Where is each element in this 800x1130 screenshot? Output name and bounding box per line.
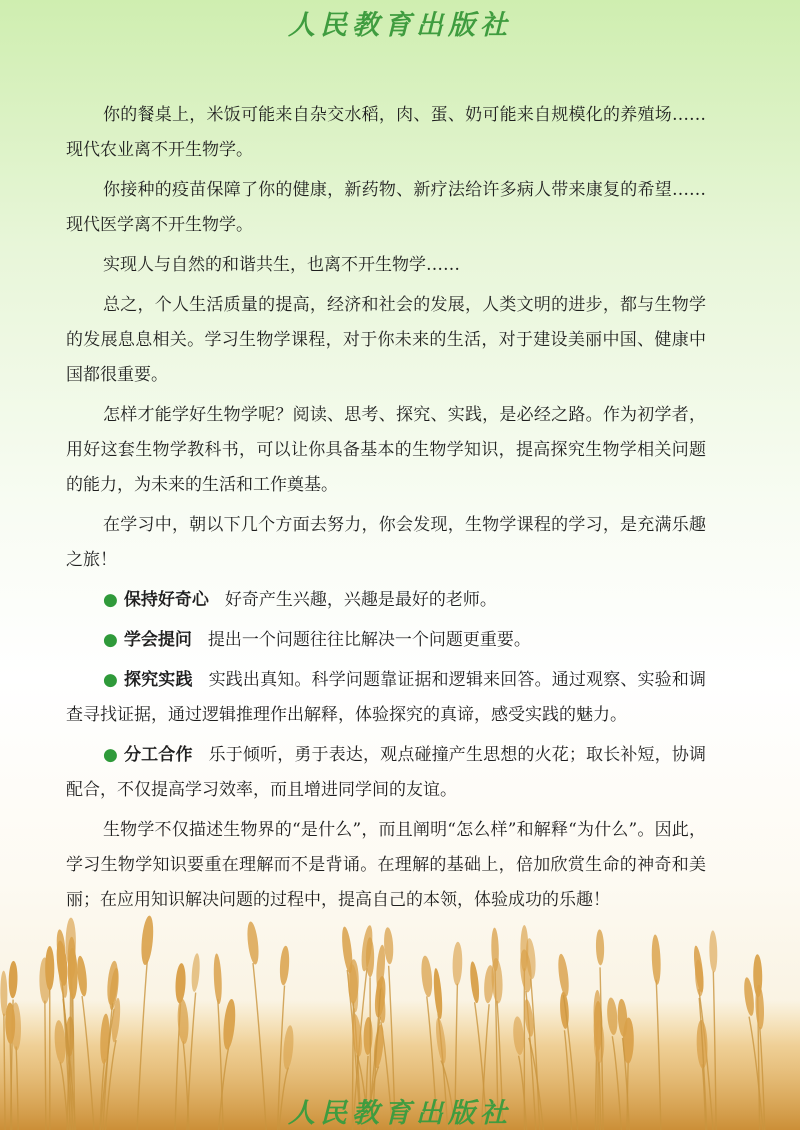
- paragraph: 在学习中，朝以下几个方面去努力，你会发现，生物学课程的学习，是充满乐趣之旅！: [66, 515, 706, 570]
- preface-text: [66, 98, 706, 923]
- paragraph: 总之，个人生活质量的提高，经济和社会的发展，人类文明的进步，都与生物学的发展息息相关。学习生物学课程，对于你未来的生活，对于建设美丽中国、健康中国都很重要。: [66, 295, 706, 385]
- bullet-term: 学会提问: [123, 630, 192, 650]
- bullet-dot-icon: ●: [103, 670, 118, 690]
- bullet-text: 好奇产生兴趣，兴趣是最好的老师。: [224, 590, 497, 610]
- paragraph: 你的餐桌上，米饭可能来自杂交水稻，肉、蛋、奶可能来自规模化的养殖场……现代农业离不开生物学。: [66, 105, 706, 160]
- bullet-term: 分工合作: [124, 745, 193, 765]
- bullet-dot-icon: ●: [103, 630, 118, 650]
- paragraph: 实现人与自然的和谐共生，也离不开生物学……: [103, 255, 460, 275]
- bullet-text: 实践出真知。科学问题靠证据和逻辑来回答。通过观察、实验和调查寻找证据，通过逻辑推理作出解释，体验探究的真谛，感受实践的魅力。: [66, 670, 706, 725]
- closing-paragraph: 生物学不仅描述生物界的“是什么”，而且阐明“怎么样”和解释“为什么”。因此，学习生物学知识要重在理解而不是背诵。在理解的基础上，倍加欣赏生命的神奇和美丽；在应用知识解决问题的过程中，提高自己的本领，体验成功的乐趣！: [66, 820, 706, 910]
- paragraph: 怎样才能学好生物学呢？阅读、思考、探究、实践，是必经之路。作为初学者，用好这套生物学教科书，可以让你具备基本的生物学知识，提高探究生物学相关问题的能力，为未来的生活和工作奠基。: [66, 405, 706, 495]
- publisher-logo-top: 人民教育出版社: [288, 10, 512, 41]
- bullet-text: 乐于倾听，勇于表达，观点碰撞产生思想的火花；取长补短，协调配合，不仅提高学习效率，而且增进同学间的友谊。: [66, 745, 706, 800]
- bullet-item: [66, 738, 706, 808]
- bullet-dot-icon: ●: [103, 745, 118, 765]
- bullet-text: 提出一个问题往往比解决一个问题更重要。: [207, 630, 531, 650]
- bullet-item: [66, 663, 706, 733]
- bullet-item: [66, 583, 706, 618]
- bullet-term: 保持好奇心: [123, 590, 209, 610]
- bullet-dot-icon: ●: [103, 590, 118, 610]
- bullet-term: 探究实践: [124, 670, 193, 690]
- bullet-item: [66, 623, 706, 658]
- publisher-logo-bottom: 人民教育出版社: [288, 1098, 512, 1129]
- paragraph: 你接种的疫苗保障了你的健康，新药物、新疗法给许多病人带来康复的希望……现代医学离不开生物学。: [66, 180, 706, 235]
